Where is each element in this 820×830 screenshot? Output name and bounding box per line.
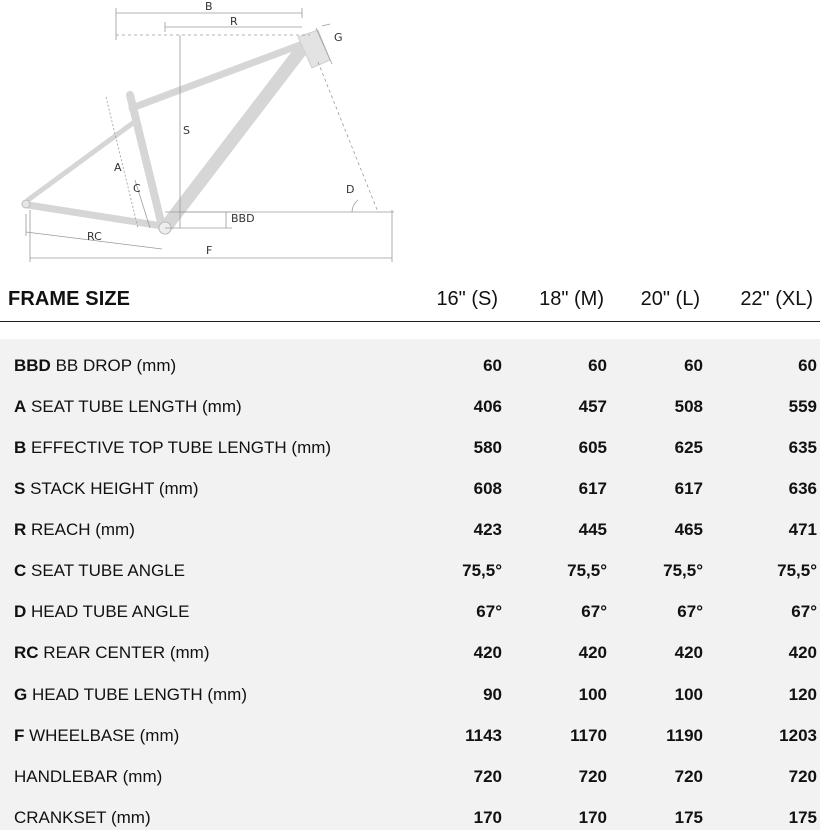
rear-dropout: [22, 200, 30, 208]
row-value: 60: [798, 356, 817, 375]
row-value: 420: [674, 643, 703, 662]
table-row: [0, 470, 820, 511]
table-row: [0, 552, 820, 593]
row-value: 617: [578, 479, 607, 498]
label-b: B: [205, 0, 213, 13]
row-name: WHEELBASE (mm): [24, 726, 180, 745]
label-c: C: [133, 182, 141, 195]
row-name: REACH (mm): [26, 520, 135, 539]
row-value: 720: [788, 767, 817, 786]
label-s: S: [183, 124, 190, 137]
seat-stay: [28, 120, 137, 200]
row-name: HEAD TUBE ANGLE: [26, 602, 190, 621]
row-code: D: [14, 602, 27, 621]
row-value: 1203: [779, 726, 817, 745]
row-value: 75,5°: [567, 561, 607, 580]
row-label: [14, 561, 185, 581]
row-value: 1170: [570, 726, 607, 745]
row-code: B: [14, 438, 27, 457]
row-value: 608: [473, 479, 502, 498]
row-value: 465: [674, 520, 703, 539]
row-label: [14, 643, 210, 663]
row-value: 175: [674, 808, 703, 827]
row-code: R: [14, 520, 27, 539]
size-header-m: 18" (M): [539, 288, 604, 310]
row-label: [14, 602, 189, 622]
row-label: [14, 726, 179, 746]
row-value: 60: [483, 356, 502, 375]
row-value: 75,5°: [663, 561, 703, 580]
row-code: A: [14, 397, 27, 416]
frame-size-title: FRAME SIZE: [8, 288, 131, 310]
row-value: 635: [788, 438, 817, 457]
row-value: 120: [788, 685, 817, 704]
row-code: BBD: [14, 356, 51, 375]
seat-tube: [130, 95, 162, 226]
row-value: 420: [578, 643, 607, 662]
label-g: G: [334, 31, 343, 44]
row-name: HEAD TUBE LENGTH (mm): [27, 685, 247, 704]
row-name: EFFECTIVE TOP TUBE LENGTH (mm): [26, 438, 332, 457]
row-value: 559: [788, 397, 817, 416]
table-row: [0, 634, 820, 675]
row-value: 60: [684, 356, 703, 375]
label-bbd: BBD: [231, 212, 255, 225]
label-rc: RC: [87, 230, 102, 243]
row-value: 720: [473, 767, 502, 786]
row-value: 720: [674, 767, 703, 786]
row-label: [14, 808, 151, 828]
row-value: 67°: [581, 602, 607, 621]
row-label: [14, 520, 135, 540]
table-header: [0, 280, 820, 322]
row-value: 170: [473, 808, 502, 827]
row-value: 471: [788, 520, 817, 539]
row-value: 67°: [677, 602, 703, 621]
label-f: F: [206, 244, 213, 257]
row-value: 67°: [791, 602, 817, 621]
chain-stay: [28, 205, 162, 226]
table-row: [0, 799, 820, 830]
row-value: 170: [578, 808, 607, 827]
row-value: 90: [483, 685, 502, 704]
table-row: [0, 347, 820, 388]
row-name: HANDLEBAR (mm): [14, 767, 163, 786]
row-name: SEAT TUBE LENGTH (mm): [26, 397, 242, 416]
row-label: [14, 767, 162, 787]
label-d: D: [346, 183, 355, 196]
row-code: S: [14, 479, 26, 498]
frame-geometry-diagram: [0, 0, 420, 270]
row-label: [14, 438, 331, 458]
row-value: 60: [588, 356, 607, 375]
table-row: [0, 429, 820, 470]
table-row: [0, 758, 820, 799]
row-value: 75,5°: [777, 561, 817, 580]
label-a: A: [114, 161, 122, 174]
row-value: 175: [788, 808, 817, 827]
row-name: CRANKSET (mm): [14, 808, 151, 827]
table-row: [0, 388, 820, 429]
row-value: 420: [473, 643, 502, 662]
row-value: 617: [674, 479, 703, 498]
table-row: [0, 511, 820, 552]
row-value: 1190: [666, 726, 703, 745]
row-code: F: [14, 726, 25, 745]
row-code: RC: [14, 643, 39, 662]
row-code: C: [14, 561, 27, 580]
row-value: 457: [578, 397, 607, 416]
row-label: [14, 685, 247, 705]
row-value: 67°: [476, 602, 502, 621]
row-value: 720: [578, 767, 607, 786]
row-value: 605: [578, 438, 607, 457]
row-value: 445: [578, 520, 607, 539]
size-header-s: 16" (S): [436, 288, 498, 310]
row-value: 75,5°: [462, 561, 502, 580]
size-header-l: 20" (L): [640, 288, 700, 310]
row-value: 100: [578, 685, 607, 704]
size-header-xl: 22" (XL): [740, 288, 813, 310]
row-value: 636: [788, 479, 817, 498]
row-value: 625: [674, 438, 703, 457]
row-value: 580: [473, 438, 502, 457]
row-value: 423: [473, 520, 502, 539]
geometry-table: [0, 339, 820, 830]
row-label: [14, 356, 176, 376]
row-value: 406: [473, 397, 502, 416]
row-code: G: [14, 685, 28, 704]
row-name: REAR CENTER (mm): [38, 643, 210, 662]
table-row: [0, 593, 820, 634]
row-value: 508: [674, 397, 703, 416]
row-value: 420: [788, 643, 817, 662]
row-value: 100: [674, 685, 703, 704]
row-name: SEAT TUBE ANGLE: [26, 561, 186, 580]
frame-geometry-svg: [0, 0, 420, 270]
table-row: [0, 717, 820, 758]
row-value: 1143: [465, 726, 502, 745]
row-label: [14, 479, 199, 499]
row-label: [14, 397, 242, 417]
label-r: R: [230, 15, 238, 28]
row-name: BB DROP (mm): [50, 356, 177, 375]
row-name: STACK HEIGHT (mm): [25, 479, 199, 498]
table-row: [0, 676, 820, 717]
